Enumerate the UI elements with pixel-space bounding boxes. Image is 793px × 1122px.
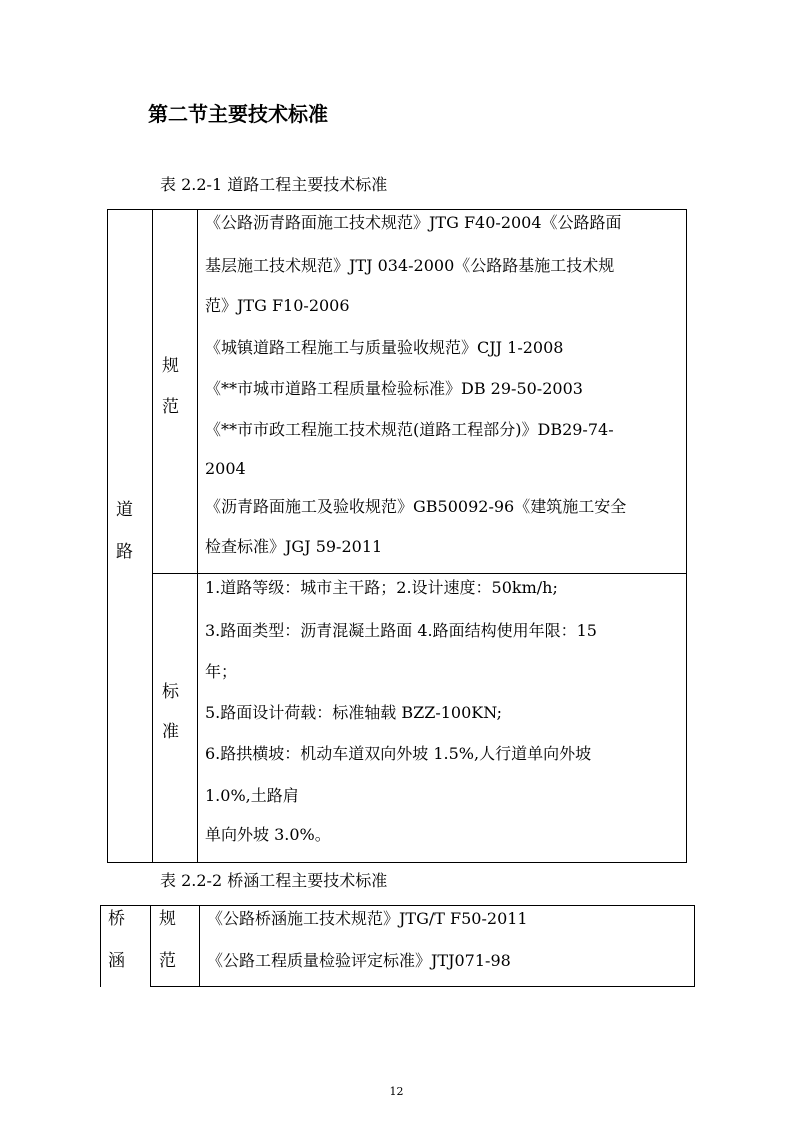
table2-caption: 表 2.2-2 桥涵工程主要技术标准 — [160, 871, 388, 890]
table1-category-char: 路 — [116, 542, 133, 562]
table1-category-char: 道 — [116, 500, 133, 520]
table1-divider-col2 — [197, 209, 198, 863]
table1-caption: 表 2.2-1 道路工程主要技术标准 — [160, 175, 388, 194]
table1-spec-line: 《城镇道路工程施工与质量验收规范》CJJ 1-2008 — [205, 338, 564, 357]
table2-category-char: 桥 — [108, 909, 125, 929]
table2-border-left — [100, 905, 101, 987]
table1-spec-label-char: 规 — [162, 356, 179, 376]
table2-divider-col1 — [150, 905, 151, 987]
table1-std-line: 5.路面设计荷载：标准轴载 BZZ-100KN; — [205, 703, 503, 722]
table1-std-line: 1.道路等级：城市主干路；2.设计速度：50km/h; — [205, 578, 558, 597]
section-title: 第二节主要技术标准 — [148, 102, 328, 126]
table2-divider-row — [150, 986, 695, 987]
table1-spec-line: 《公路沥青路面施工技术规范》JTG F40-2004《公路路面 — [205, 213, 622, 232]
table1-spec-line: 2004 — [205, 459, 246, 478]
table1-spec-line: 基层施工技术规范》JTJ 034-2000《公路路基施工技术规 — [205, 256, 615, 275]
table1-border-left — [107, 209, 108, 863]
table1-std-line: 1.0%,土路肩 — [205, 786, 299, 805]
table2-spec-label-char: 范 — [159, 951, 176, 971]
table1-std-line: 单向外坡 3.0%。 — [205, 825, 331, 844]
table2-category-char: 涵 — [108, 951, 125, 971]
page-number: 12 — [389, 1085, 404, 1098]
table1-spec-label-char: 范 — [162, 397, 179, 417]
table1-border-bottom — [107, 862, 687, 863]
table1-std-label-char: 准 — [162, 722, 179, 742]
table2-divider-col2 — [199, 905, 200, 987]
table2-spec-label-char: 规 — [159, 909, 176, 929]
table1-spec-line: 《沥青路面施工及验收规范》GB50092-96《建筑施工安全 — [205, 497, 627, 516]
table2-spec-line: 《公路工程质量检验评定标准》JTJ071-98 — [207, 951, 511, 970]
table1-divider-col1 — [152, 209, 153, 863]
table2-spec-line: 《公路桥涵施工技术规范》JTG/T F50-2011 — [207, 909, 528, 928]
table1-spec-line: 《**市市政工程施工技术规范(道路工程部分)》DB29-74- — [205, 420, 614, 439]
table1-spec-line: 《**市城市道路工程质量检验标准》DB 29-50-2003 — [205, 379, 583, 398]
table1-std-line: 6.路拱横坡：机动车道双向外坡 1.5%,人行道单向外坡 — [205, 744, 592, 763]
table2-border-right — [694, 905, 695, 987]
table1-border-right — [686, 209, 687, 863]
table1-std-line: 3.路面类型：沥青混凝土路面 4.路面结构使用年限：15 — [205, 621, 597, 640]
table1-spec-line: 范》JTG F10-2006 — [205, 296, 350, 315]
table1-spec-line: 检查标准》JGJ 59-2011 — [205, 537, 383, 556]
table1-std-label-char: 标 — [162, 682, 179, 702]
table1-std-line: 年； — [205, 662, 238, 681]
